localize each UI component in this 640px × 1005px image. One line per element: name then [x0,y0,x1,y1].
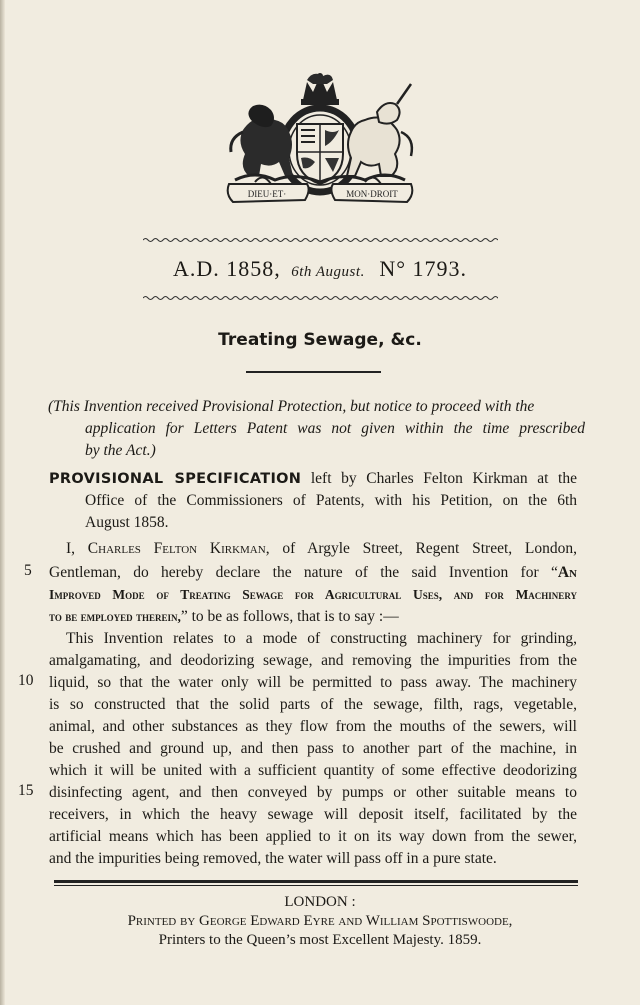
header-number: N° 1793. [379,256,468,281]
provisional-line-2: Office of the Commissioners of Patents, with his Petition, on the 6th [85,492,577,509]
invention-title-start: An [557,564,577,581]
declaration-line-4-rest: ” to be as follows, that is to say :— [180,608,399,625]
motto-left: DIEU·ET· [247,189,287,199]
wavy-rule-top [143,236,498,244]
declaration-line-1-rest: of Argyle Street, Regent Street, London, [269,540,578,557]
patent-title: Treating Sewage, &c. [218,330,422,350]
motto-right: MON·DROIT [346,189,398,199]
note-line-2: application for Letters Patent was not given within the time prescribed [85,420,585,437]
body-line: be crushed and ground up, and then pass to another part of the machine, in [49,740,577,757]
body-line: which it will be united with a sufficient quantity of some effective deodorizing [49,762,577,779]
title-underline [246,371,381,373]
body-line: liquid, so that the water only will be permitted to pass away. The machinery [49,674,577,691]
provisional-line-1-rest: left by Charles Felton Kirkman at the [301,470,577,487]
body-line: receivers, in which the heavy sewage will deposit itself, facilitated by the [49,806,577,823]
royal-coat-of-arms-icon [215,72,425,207]
line-number-15: 15 [18,782,34,799]
patent-header [0,256,640,282]
declaration-line-2-text: Gentleman, do hereby declare the nature of the said Invention for “ [49,564,558,581]
header-ad: A.D. [172,256,220,281]
note-line-1: (This Invention received Provisional Protection, but notice to proceed with the [48,398,535,415]
footer-printers-to: Printers to the Queen’s most Excellent Majesty. 1859. [158,932,482,948]
body-line: and the impurities being removed, the water will pass off in a pure state. [49,850,497,867]
line-number-5: 5 [24,562,32,579]
invention-title: Improved Mode of Treating Sewage for Agricultural Uses, and for Machinery [49,587,577,602]
wavy-rule-bottom [143,294,498,302]
provisional-line-1 [49,468,577,490]
footer-rule-thick [54,880,578,883]
note-line-3: by the Act.) [85,442,156,459]
footer-printed-by: Printed by George Edward Eyre and William Spottiswoode, [127,913,513,929]
page-edge-shadow [0,0,5,1005]
body-line: This Invention relates to a mode of constructing machinery for grinding, [66,630,577,647]
declaration-line-2 [49,562,577,583]
provisional-heading: PROVISIONAL SPECIFICATION [49,471,302,487]
footer-city: LONDON : [284,894,356,910]
body-line: disinfecting agent, and then conveyed by pumps or other suitable means to [49,784,577,801]
footer-rule-thin [54,885,578,886]
declaration-line-1 [66,538,577,559]
provisional-line-3: August 1858. [85,514,169,531]
line-number-10: 10 [18,672,34,689]
invention-title-end: to be employed therein, [49,609,181,624]
declaration-line-3 [49,584,577,605]
body-line: artificial means which has been applied to it on its way down from the sewer, [49,828,577,845]
declaration-line-4 [49,606,577,627]
header-date: 6th August. [291,264,365,280]
body-line: animal, and other substances as they flow from the mouths of the sewers, will [49,718,577,735]
header-year: 1858, [226,256,281,281]
body-line: amalgamating, and deodorizing sewage, and removing the impurities from the [49,652,577,669]
body-line: is so constructed that the solid parts of the sewage, filth, rags, vegetable, [49,696,577,713]
inventor-name: I, Charles Felton Kirkman, [66,540,270,557]
